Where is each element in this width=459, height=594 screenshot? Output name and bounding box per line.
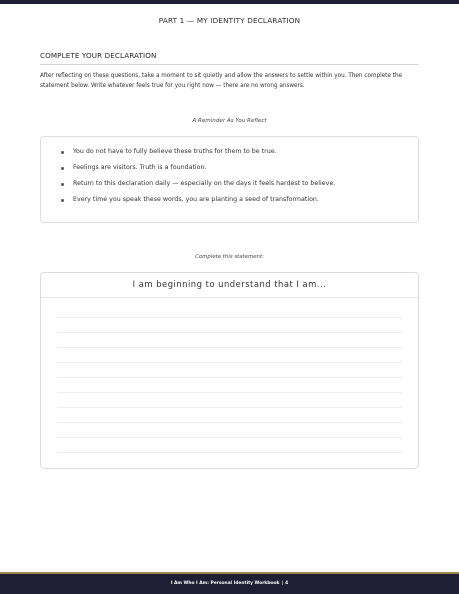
reminder-item-text: Feelings are visitors. Truth is a foundation. xyxy=(73,164,207,171)
reminder-item-text: Every time you speak these words, you are planting a seed of transformation. xyxy=(73,196,319,203)
writing-line[interactable] xyxy=(57,317,402,318)
page-title: PART 1 — MY IDENTITY DECLARATION xyxy=(158,16,301,25)
section-heading: COMPLETE YOUR DECLARATION xyxy=(40,51,419,65)
bullet-icon xyxy=(61,183,64,186)
reminder-item xyxy=(59,180,404,188)
statement-box[interactable] xyxy=(40,272,419,469)
writing-line[interactable] xyxy=(57,452,402,453)
complete-statement-label: Complete this statement: xyxy=(195,254,264,260)
top-bar xyxy=(0,0,459,4)
writing-line[interactable] xyxy=(57,362,402,363)
page-footer xyxy=(0,572,459,594)
reminder-item xyxy=(59,164,404,172)
reminder-item-text: You do not have to fully believe these truths for them to be true. xyxy=(73,148,277,155)
intro-text: After reflecting on these questions, take a moment to sit quietly and allow the answers to settle within you. Then complete the statement below. Write whatever feels true for you right now — there are no wrong answers. xyxy=(40,73,403,89)
reminder-box xyxy=(40,136,419,223)
writing-line[interactable] xyxy=(57,377,402,378)
writing-line[interactable] xyxy=(57,332,402,333)
writing-line[interactable] xyxy=(57,407,402,408)
reminder-item xyxy=(59,148,404,156)
writing-line[interactable] xyxy=(57,437,402,438)
reminder-list xyxy=(59,148,404,204)
writing-line[interactable] xyxy=(57,347,402,348)
footer-separator: | xyxy=(281,581,284,586)
footer-book-title: I Am Who I Am: Personal Identity Workbook xyxy=(170,581,280,586)
writing-line[interactable] xyxy=(57,422,402,423)
bullet-icon xyxy=(61,167,64,170)
reminder-item-text: Return to this declaration daily — especially on the days it feels hardest to believe. xyxy=(73,180,336,187)
reminder-item xyxy=(59,196,404,204)
footer-page-number: 4 xyxy=(285,581,289,586)
writing-line[interactable] xyxy=(57,392,402,393)
reminder-title: A Reminder As You Reflect xyxy=(192,118,267,124)
statement-prompt: I am beginning to understand that I am... xyxy=(41,273,418,298)
bullet-icon xyxy=(61,151,64,154)
bullet-icon xyxy=(61,199,64,202)
